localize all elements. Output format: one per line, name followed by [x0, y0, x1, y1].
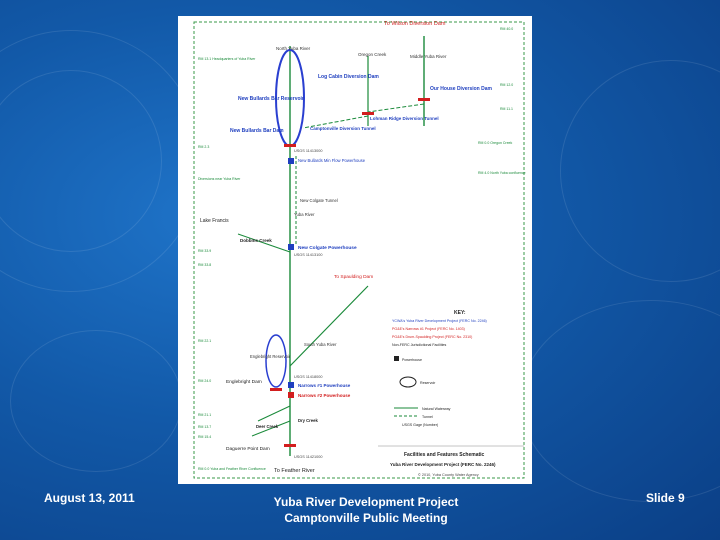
legend-item: Tunnel [422, 415, 433, 419]
lohman-ridge-label: Lohman Ridge Diversion Tunnel [370, 116, 439, 121]
top-destination-label: To Wilson Diversion Dam [384, 21, 446, 27]
new-bullards-reservoir-label: New Bullards Bar Reservoir [238, 96, 304, 102]
margin-note: RM 15.4 [198, 435, 212, 439]
daguerre-dam-label: Daguerre Point Dam [226, 447, 270, 452]
schematic-canvas [178, 16, 532, 484]
log-cabin-label: Log Cabin Diversion Dam [318, 74, 379, 80]
margin-note: RM 13.1 Headquarters of Yuba River [198, 57, 256, 61]
our-house-dam-marker [418, 98, 430, 101]
legend-item: Non-FERC Jurisdictional Facilities [392, 343, 447, 347]
usgs-gage-label: USGS 11413100 [294, 253, 323, 257]
minflow-ph-label: New Bullards Min Flow Powerhouse [298, 158, 366, 163]
schematic-copyright: © 2010, Yuba County Water Agency [418, 473, 479, 477]
footer-date: August 13, 2011 [44, 491, 135, 505]
englebright-dam-label: Englebright Dam [226, 380, 262, 385]
facilities-schematic-diagram [178, 16, 532, 484]
lake-francis-label: Lake Francis [200, 218, 229, 224]
margin-note: RM 33.8 [198, 263, 212, 267]
margin-note: RM 24.0 [198, 379, 212, 383]
narrows2-powerhouse-marker [288, 392, 294, 398]
margin-note: RM 0.0 Oregon Creek [478, 141, 513, 145]
margin-note: RM 13.7 [198, 425, 212, 429]
margin-note: Diversions near Yuba River [198, 177, 241, 181]
usgs-gage-label: USGS 11421000 [294, 455, 323, 459]
legend-item: PG&E's Drum-Spaulding Project (FERC No. 2310) [392, 335, 473, 339]
legend-heading: KEY: [454, 310, 466, 316]
legend-item: Natural Waterway [422, 407, 451, 411]
bottom-destination-label: To Feather River [274, 468, 315, 474]
legend-item: Powerhouse [402, 358, 422, 362]
slide-number: Slide 9 [646, 491, 685, 505]
footer-title-line1: Yuba River Development Project [273, 495, 459, 509]
camptonville-label: Camptonville Diversion Tunnel [310, 126, 376, 131]
narrows1-ph-label: Narrows #1 Powerhouse [298, 383, 351, 388]
background-ripple [10, 330, 182, 472]
new-colgate-ph-label: New Colgate Powerhouse [298, 246, 357, 251]
reservoir-legend-icon [400, 377, 416, 387]
north-yuba-label: North Yuba River [276, 46, 311, 51]
deer-creek-label: Deer Creek [256, 424, 279, 429]
dobbins-creek-line [238, 234, 290, 252]
usgs-gage-label: USGS 11418000 [294, 375, 323, 379]
middle-yuba-label: Middle Yuba River [410, 54, 447, 59]
new-bullards-dam-marker [284, 144, 296, 147]
new-colgate-powerhouse-marker [288, 244, 294, 250]
margin-note: RM 2.3 [198, 145, 210, 149]
margin-note: RM 22.1 [198, 339, 212, 343]
schematic-title: Facilities and Features Schematic [404, 452, 485, 458]
dobbins-creek-label: Dobbins Creek [240, 238, 272, 243]
margin-note: RM 4.0 North Yuba confluence [478, 171, 526, 175]
legend-key [392, 310, 487, 427]
englebright-reservoir-shape [266, 335, 286, 387]
new-colgate-tunnel-label: New Colgate Tunnel [300, 198, 338, 203]
schematic-subtitle: Yuba River Development Project (FERC No. 2246) [390, 462, 496, 467]
margin-note: RM 0.0 Yuba and Feather River Confluence [198, 467, 266, 471]
south-yuba-label: South Yuba River [304, 342, 337, 347]
log-cabin-dam-marker [362, 112, 374, 115]
legend-item: PG&E's Narrows #1 Project (FERC No. 1403) [392, 327, 465, 331]
oregon-creek-label: Oregon Creek [358, 52, 387, 57]
background-ripple [520, 300, 720, 502]
margin-note: RM 21.1 [198, 413, 212, 417]
minflow-powerhouse-marker [288, 158, 294, 164]
margin-note: RM 11.1 [500, 107, 513, 111]
our-house-label: Our House Diversion Dam [430, 86, 492, 92]
lohman-ridge-tunnel-line [368, 104, 424, 112]
legend-item: Reservoir [420, 381, 436, 385]
margin-note: RM 40.0 [500, 27, 514, 31]
margin-note: RM 12.0 [500, 83, 514, 87]
dry-creek-label: Dry Creek [298, 418, 318, 423]
to-spaulding-label: To Spaulding Dam [334, 275, 374, 280]
englebright-reservoir-label: Englebright Reservoir [250, 354, 291, 359]
narrows2-ph-label: Narrows #2 Powerhouse [298, 393, 351, 398]
legend-item: USGS Gage (Number) [402, 423, 439, 427]
englebright-dam-marker [270, 388, 282, 391]
daguerre-dam-marker [284, 444, 296, 447]
background-ripple [560, 60, 720, 282]
yuba-river-label: Yuba River [294, 212, 315, 217]
margin-note: RM 33.9 [198, 249, 212, 253]
footer-title [250, 494, 482, 526]
deer-creek-line [258, 406, 290, 421]
new-bullards-dam-label: New Bullards Bar Dam [230, 128, 284, 134]
narrows1-powerhouse-marker [288, 382, 294, 388]
usgs-gage-label: USGS 11413000 [294, 149, 323, 153]
powerhouse-legend-icon [394, 356, 399, 361]
footer-title-line2: Camptonville Public Meeting [284, 511, 448, 525]
south-yuba-river-line [290, 286, 368, 366]
legend-item: YCWA's Yuba River Development Project (FERC No. 2246) [392, 319, 487, 323]
